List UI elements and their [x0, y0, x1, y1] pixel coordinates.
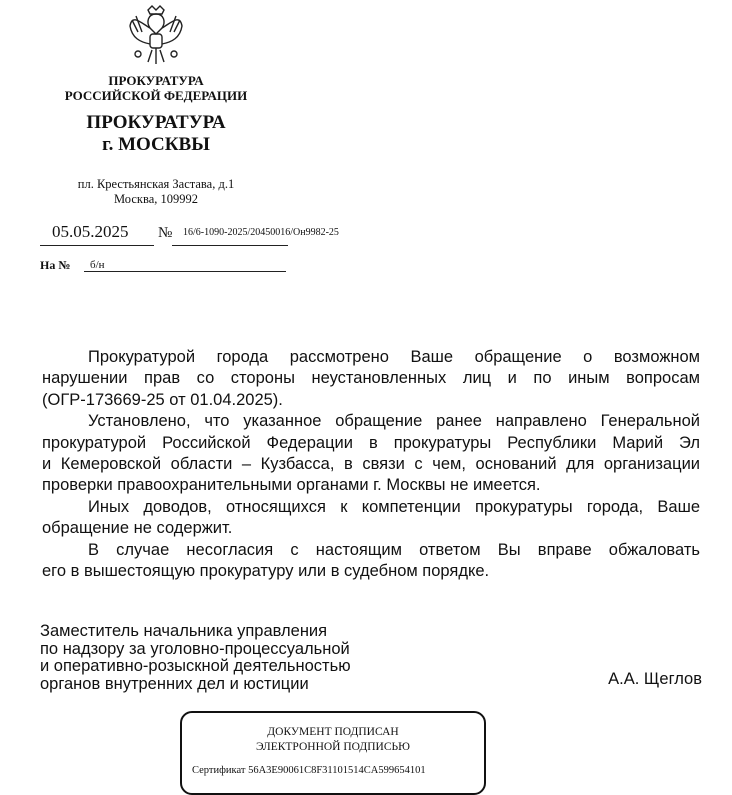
paragraph-line: Прокуратурой города рассмотрено Ваше обращение о возможном [88, 348, 700, 366]
date-underline [40, 245, 154, 246]
org-line1: ПРОКУРАТУРА [108, 73, 204, 88]
reply-value: б/н [90, 259, 105, 271]
address [40, 177, 272, 207]
paragraph-line: обращение не содержит. [42, 519, 233, 538]
paragraph-line: его в вышестоящую прокуратуру или в судебном порядке. [42, 562, 490, 581]
paragraph-line: прокуратурой Российской Федерации в прокуратуры Республики Марий Эл [42, 433, 700, 452]
paragraph-line: Установлено, что указанное обращение ранее направлено Генеральной [88, 412, 700, 431]
position-line: по надзору за уголовно-процессуальной [40, 639, 350, 658]
reply-label: На № [40, 258, 71, 272]
registration-number: 16/6-1090-2025/20450016/Он9982-25 [183, 227, 339, 238]
reply-underline [84, 271, 286, 272]
paragraph-line: (ОГР-173669-25 от 01.04.2025). [42, 390, 283, 409]
number-sign: № [158, 225, 173, 241]
coat-of-arms-icon [128, 4, 184, 68]
address-line1: пл. Крестьянская Застава, д.1 [77, 177, 235, 191]
stamp-line1: ДОКУМЕНТ ПОДПИСАН [267, 726, 399, 738]
paragraph-line: нарушении прав со стороны неустановленных лиц и по иным вопросам [42, 369, 700, 388]
number-underline [172, 245, 288, 246]
document-date: 05.05.2025 [52, 222, 129, 241]
org-line2: РОССИЙСКОЙ ФЕДЕРАЦИИ [64, 88, 248, 103]
org-name [40, 73, 272, 103]
paragraph-line: В случае несогласия с настоящим ответом Вы вправе обжаловать [88, 540, 700, 559]
position-line: и оперативно-розыскной деятельностью [40, 657, 351, 675]
position-line: Заместитель начальника управления [40, 622, 328, 640]
stamp-line2: ЭЛЕКТРОННОЙ ПОДПИСЬЮ [256, 741, 410, 753]
paragraph-line: Иных доводов, относящихся к компетенции прокуратуры города, Ваше [88, 497, 700, 516]
office-line1: ПРОКУРАТУРА [86, 112, 226, 133]
paragraph-line: и Кемеровской области – Кузбасса, в связи с чем, оснований для организации [42, 455, 700, 474]
address-line2: Москва, 109992 [113, 192, 199, 206]
position-line: органов внутренних дел и юстиции [40, 674, 309, 693]
signatory-position [40, 623, 351, 693]
signatory-name: А.А. Щеглов [608, 670, 702, 688]
office-name [40, 112, 272, 156]
electronic-signature-stamp [180, 711, 486, 795]
office-line2: г. МОСКВЫ [102, 134, 210, 155]
letter-body [42, 347, 700, 582]
certificate-number: Сертификат 56A3E90061C8F31101514CA599654101 [192, 765, 426, 776]
paragraph-line: проверки правоохранительными органами г. Москвы не имеется. [42, 476, 541, 495]
